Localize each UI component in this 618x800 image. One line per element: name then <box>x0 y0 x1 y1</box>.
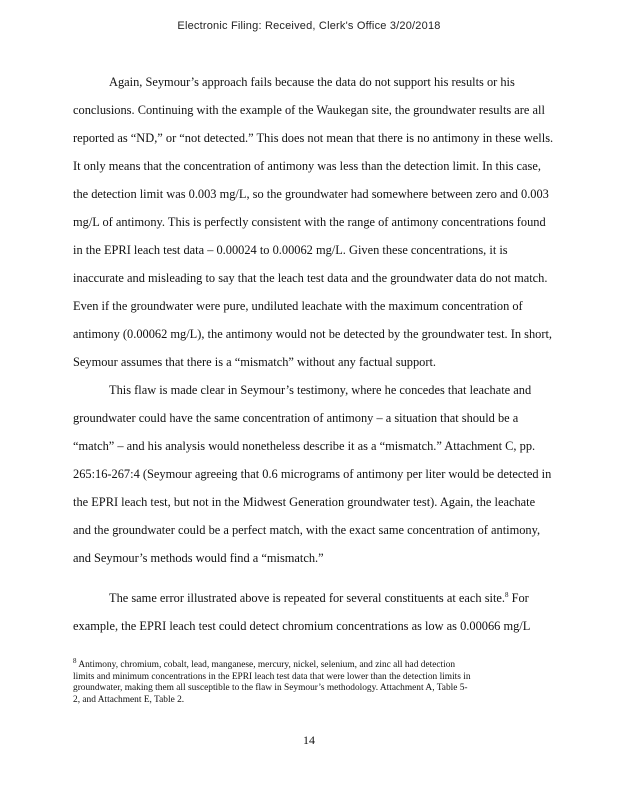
footnote-line: limits and minimum concentrations in the EPRI leach test data that were lower than the detection limits in <box>73 671 471 682</box>
body-line: the detection limit was 0.003 mg/L, so the groundwater had somewhere between zero and 0.003 <box>73 187 549 201</box>
footnote-ref-text: The same error illustrated above is repeated for several constituents at each site. <box>109 591 505 605</box>
body-line: reported as “ND,” or “not detected.” This does not mean that there is no antimony in these wells. <box>73 131 554 145</box>
footnote-line: groundwater, making them all susceptible to the flaw in Seymour’s methodology. Attachment A, Table 5- <box>73 683 468 694</box>
body-line: antimony (0.00062 mg/L), the antimony would not be detected by the groundwater test. In short, <box>73 327 553 341</box>
footnote-line: 2, and Attachment E, Table 2. <box>73 694 185 705</box>
body-line: “match” – and his analysis would nonetheless describe it as a “mismatch.” Attachment C, pp. <box>73 439 536 453</box>
body-line: This flaw is made clear in Seymour’s testimony, where he concedes that leachate and <box>109 383 532 397</box>
body-line: the EPRI leach test, but not in the Midwest Generation groundwater test). Again, the leachate <box>73 495 536 509</box>
body-line: example, the EPRI leach test could detect chromium concentrations as low as 0.00066 mg/L <box>73 619 531 633</box>
filing-header-text: Electronic Filing: Received, Clerk's Office 3/20/2018 <box>177 20 441 32</box>
body-line: Even if the groundwater were pure, undiluted leachate with the maximum concentration of <box>73 299 523 313</box>
body-line: in the EPRI leach test data – 0.00024 to 0.00062 mg/L. Given these concentrations, it is <box>73 243 508 257</box>
body-line: It only means that the concentration of antimony was less than the detection limit. In this case, <box>73 159 541 173</box>
body-line: inaccurate and misleading to say that the leach test data and the groundwater data do not match. <box>73 271 548 285</box>
footnote-ref-tail: For <box>508 591 529 605</box>
document-body <box>73 68 601 640</box>
body-line: groundwater could have the same concentration of antimony – a situation that should be a <box>73 411 519 425</box>
body-line: and Seymour’s methods would find a “mismatch.” <box>73 551 324 565</box>
body-line: mg/L of antimony. This is perfectly consistent with the range of antimony concentrations found <box>73 215 546 229</box>
filing-header <box>0 20 618 32</box>
body-line: Again, Seymour’s approach fails because the data do not support his results or his <box>109 75 515 89</box>
body-line: and the groundwater could be a perfect match, with the exact same concentration of antimony, <box>73 523 541 537</box>
footnote <box>73 656 601 706</box>
footnote-line <box>73 656 601 672</box>
page-number: 14 <box>303 733 315 747</box>
footnote-ref-marker[interactable]: 8 <box>505 590 509 599</box>
body-line: conclusions. Continuing with the example of the Waukegan site, the groundwater results are all <box>73 103 545 117</box>
body-line: 265:16-267:4 (Seymour agreeing that 0.6 micrograms of antimony per liter would be detected in <box>73 467 552 481</box>
body-line: Seymour assumes that there is a “mismatch” without any factual support. <box>73 355 437 369</box>
body-line-with-footnote-ref <box>73 584 601 612</box>
footnote-marker: 8 <box>73 656 77 665</box>
footnote-text: Antimony, chromium, cobalt, lead, manganese, mercury, nickel, selenium, and zinc all had detection <box>78 660 456 670</box>
